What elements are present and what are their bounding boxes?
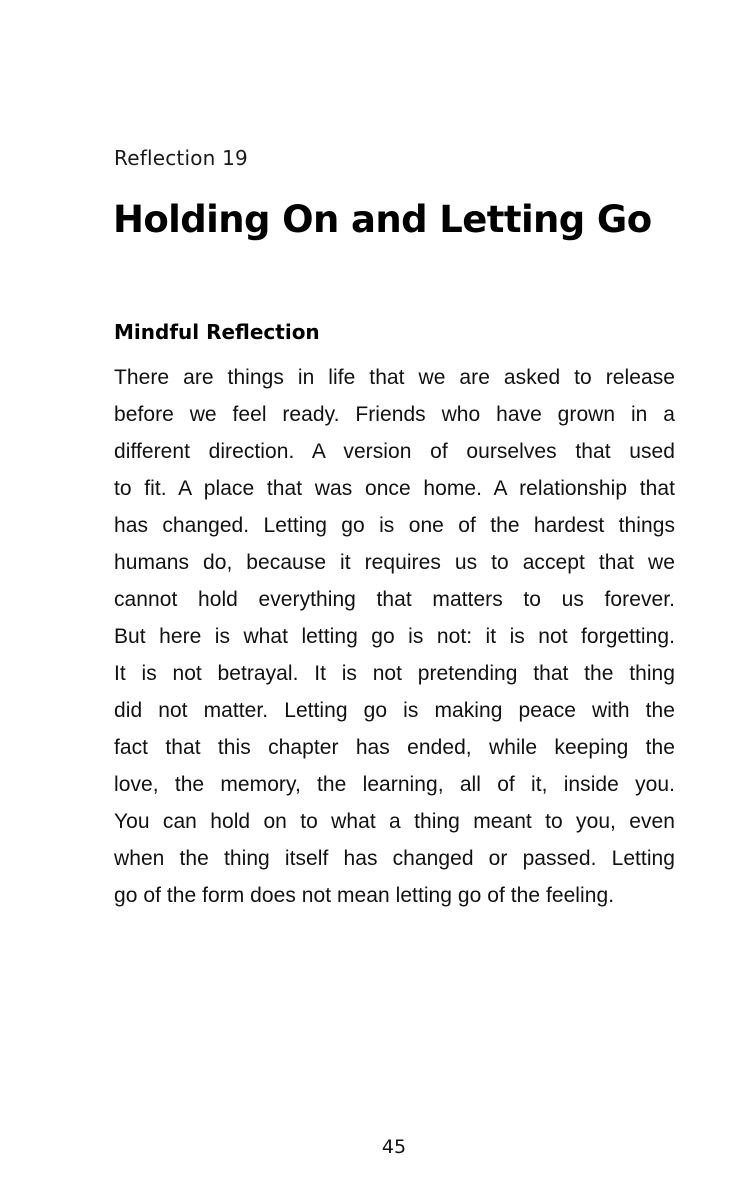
body-line: fact that this chapter has ended, while keeping the [114, 736, 675, 759]
body-paragraph [114, 359, 675, 914]
page-title: Holding On and Letting Go [113, 198, 652, 241]
body-line: It is not betrayal. It is not pretending that the thing [114, 662, 675, 685]
body-line: when the thing itself has changed or passed. Letting [114, 847, 675, 870]
section-heading: Mindful Reflection [114, 320, 320, 344]
body-line: did not matter. Letting go is making peace with the [114, 699, 675, 722]
body-line: has changed. Letting go is one of the hardest things [114, 514, 675, 537]
body-line: to fit. A place that was once home. A relationship that [114, 477, 675, 500]
body-line: There are things in life that we are asked to release [114, 366, 675, 389]
body-line: before we feel ready. Friends who have grown in a [114, 403, 675, 426]
body-line: different direction. A version of ourselves that used [114, 440, 675, 463]
body-line: love, the memory, the learning, all of it, inside you. [114, 773, 675, 796]
body-line: You can hold on to what a thing meant to you, even [114, 810, 675, 833]
reflection-label: Reflection 19 [114, 146, 248, 170]
body-line: go of the form does not mean letting go of the feeling. [114, 884, 615, 907]
page-number: 45 [381, 1136, 407, 1158]
body-line: humans do, because it requires us to accept that we [114, 551, 675, 574]
body-line: cannot hold everything that matters to us forever. [114, 588, 675, 611]
body-line: But here is what letting go is not: it is not forgetting. [114, 625, 675, 648]
